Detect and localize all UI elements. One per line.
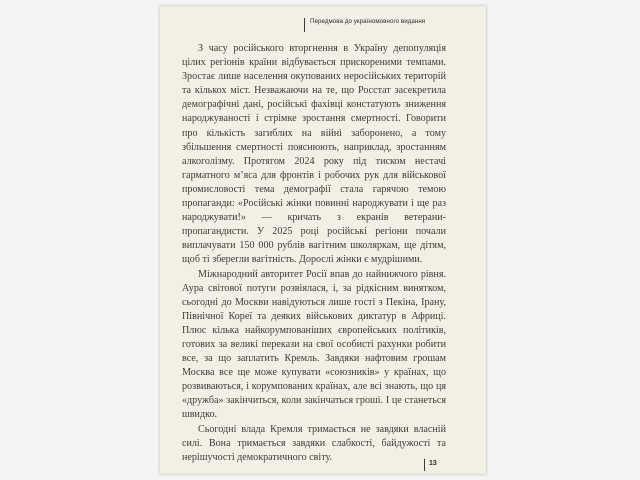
body-text <box>182 42 446 465</box>
page-number: 13 <box>429 460 437 467</box>
running-header: Передмова до україномовного видання <box>310 18 426 25</box>
paragraph-2: Міжнародний авторитет Росії впав до найнижчого рівня. Аура світової потуги розвіялася, і, за рідкісним винятком, сьогодні до Москви навідуються лише гості з Пекіна, Ірану, Північної Кореї та деяких військових диктатур в Африці. Плюс кілька найкорумпованіших європейських політиків, готових за великі перекази на свої особисті рахунки робити все, за що заплатить Кремль. Завдяки нафтовим грошам Москва все ще може купувати «союзників» у країнах, що розвиваються, і корумпованих країнах, але всі знають, що ця «дружба» закінчиться, коли закінчаться гроші. І це станеться швидко. <box>182 268 446 421</box>
paragraph-3: Сьогодні влада Кремля тримається не завдяки власній силі. Вона тримається завдяки слабкості, байдужості та нерішучості демократичного світу. <box>182 423 446 463</box>
header-divider <box>304 18 305 32</box>
paragraph-1: З часу російського вторгнення в Україну депопуляція цілих регіонів країни відбувається прискореними темпами. Зростає лише населення окупованих неросійських територій та кількох міст. Незважаючи на те, що Росстат засекретила демографічні дані, російські фахівці констатують зниження народжуваності і стрімке зростання смертності. Говорити про кількість загиблих на війні заборонено, а тому збільшення смертності пояснюють, наприклад, зростанням алкоголізму. Протягом 2024 року під тиском нестачі гарматного м’яса для фронтів і робочих рук для військової промисловості тема демографії стала гарячою темою пропаганди: «Російські жінки повинні народжувати і ще раз народжувати!» — кричать з екранів ветерани-пропагандисти. У 2025 році російські регіони почали виплачувати 150 000 рублів вагітним школяркам, ще дітям, щоб ті зберегли вагітність. Дорослі жінки є мудрішими. <box>182 43 446 266</box>
page-number-divider <box>424 459 425 471</box>
